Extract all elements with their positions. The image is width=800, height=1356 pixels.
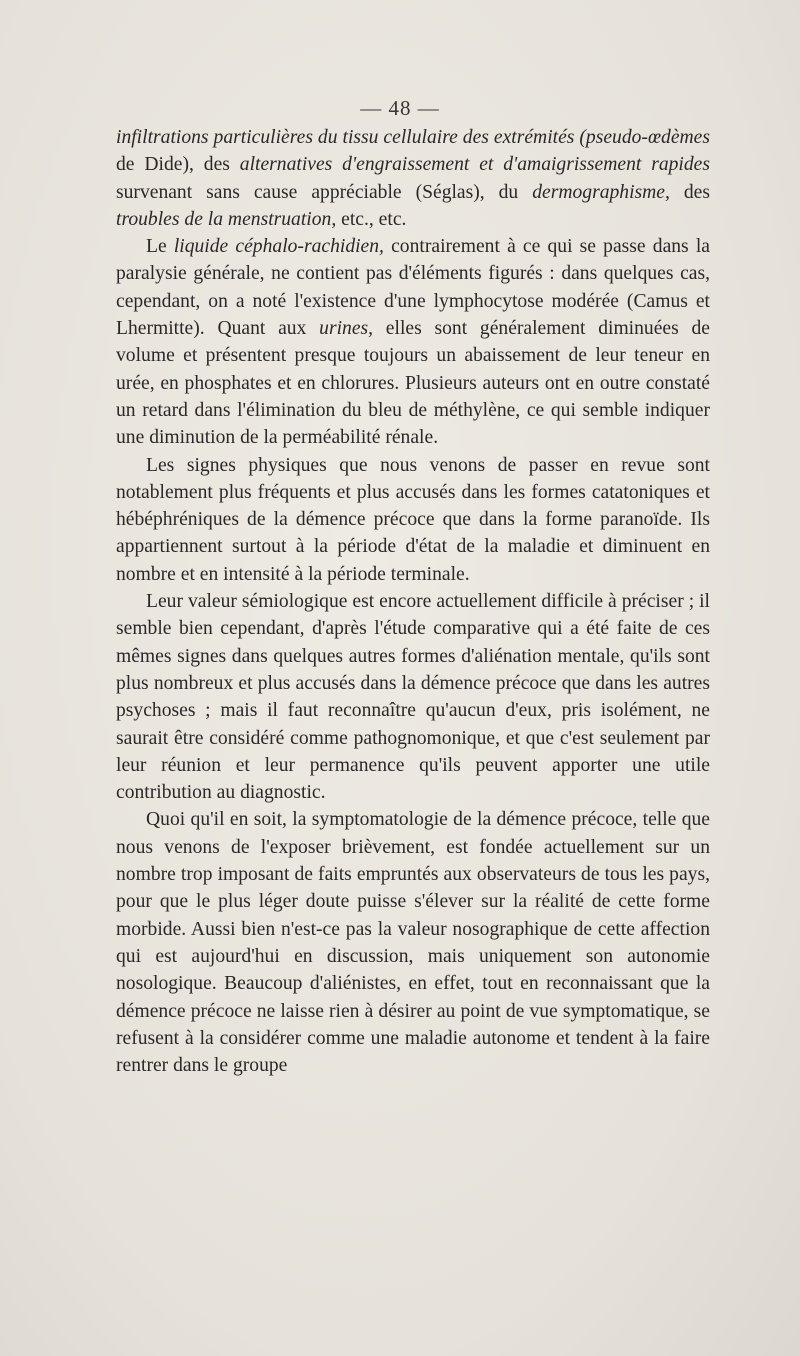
paragraph-liquide — [116, 233, 710, 451]
paragraph-signes-physiques — [116, 452, 710, 588]
text-span: survenant sans cause appréciable (Séglas), du — [116, 181, 533, 203]
text-italic: troubles de la menstruation, — [116, 208, 337, 230]
paragraph-continuation — [116, 124, 710, 233]
text-italic: dermographisme, — [532, 181, 670, 203]
text-span: etc., etc. — [336, 208, 407, 230]
page-number: — 48 — — [360, 96, 440, 120]
paragraph-symptomatologie — [116, 806, 710, 1079]
text-italic: alternatives d'engraissement et d'amaigrissement rapides — [239, 154, 710, 176]
text-span: de Dide), des — [116, 154, 240, 176]
text-span: des — [669, 181, 710, 203]
text-span: Leur valeur sémiologique est encore actuellement difficile à préciser ; il semble bien cependant, d'après l'étude comparative qui a été faite de ces mêmes signes dans quelques autres formes d'aliénation mentale, qu'ils sont plus nombreux et plus accusés dans la démence précoce que dans les autres psychoses ; mais il faut reconnaître qu'aucun d'eux, pris isolément, ne saurait être considéré comme pathognomonique, et que c'est seulement par leur réunion et leur permanence qu'ils peuvent apporter une utile contribution au diagnostic. — [116, 591, 710, 804]
text-italic: liquide céphalo-rachidien, — [173, 236, 384, 258]
text-span: contrairement à ce qui se passe dans la paralysie générale, ne contient pas d'éléments figurés : dans quelques cas, cependant, on a noté l'existence d'une lymphocytose modérée (Camus et Lhermitte). Quant aux — [116, 236, 710, 340]
text-span: elles sont généralement diminuées de volume et présentent presque toujours un abaissement de leur teneur en urée, en phosphates et en chlorures. Plusieurs auteurs ont en outre constaté un retard dans l'élimination du bleu de méthylène, ce qui semble indiquer une diminution de la perméabilité rénale. — [116, 318, 710, 449]
paragraph-valeur-semiologique — [116, 588, 710, 806]
body-text — [116, 124, 710, 1079]
text-span: Le — [146, 236, 174, 258]
text-span: Quoi qu'il en soit, la symptomatologie de la démence précoce, telle que nous venons de l'exposer brièvement, est fondée actuellement sur un nombre trop imposant de faits empruntés aux observateurs de tous les pays, pour que le plus léger doute puisse s'élever sur la réalité de cette forme morbide. Aussi bien n'est-ce pas la valeur nosographique de cette affection qui est aujourd'hui en discussion, mais uniquement son autonomie nosologique. Beaucoup d'aliénistes, en effet, tout en reconnaissant que la démence précoce ne laisse rien à désirer au point de vue symptomatique, se refusent à la considérer comme une maladie autonome et tendent à la faire rentrer dans le groupe — [116, 809, 710, 1077]
text-span: Les signes physiques que nous venons de passer en revue sont notablement plus fréquents et plus accusés dans les formes catatoniques et hébéphréniques de la démence précoce que dans la forme paranoïde. Ils appartiennent surtout à la période d'état de la maladie et diminuent en nombre et en intensité à la période terminale. — [116, 454, 710, 585]
text-italic: infiltrations particulières du tissu cellulaire des extrémités (pseudo-œdèmes — [116, 127, 710, 148]
text-italic: urines, — [319, 318, 374, 340]
